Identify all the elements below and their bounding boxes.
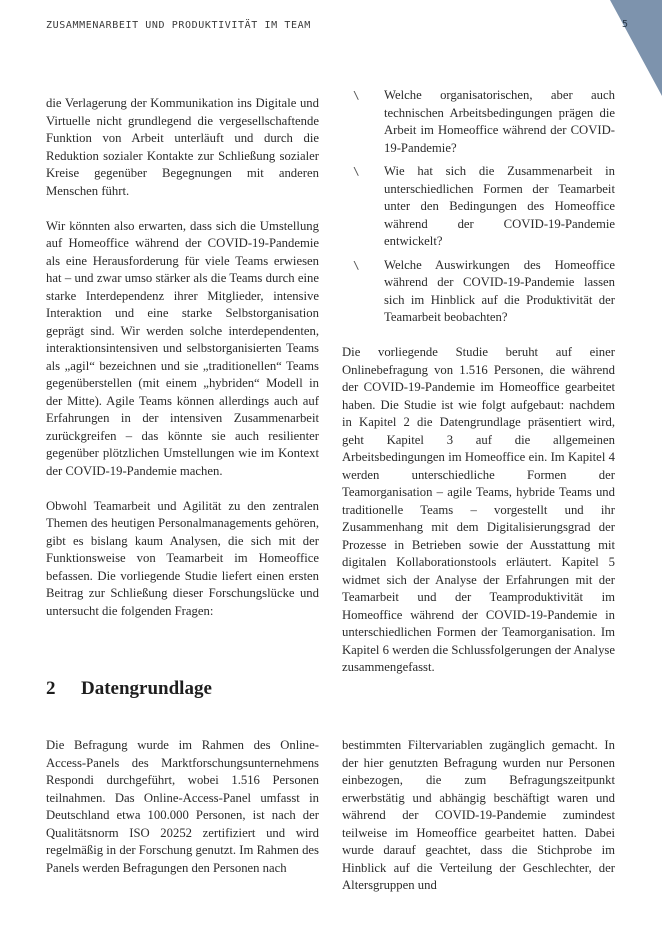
paragraph: Obwohl Teamarbeit und Agilität zu den zentralen Themen des heutigen Personalmanagements gehören, gibt es bislang kaum Analysen, die sich mit der Funktionsweise von Teamarbeit im Homeoffice befassen. Die vorliegende Studie liefert einen ersten Beitrag zur Schließung dieser Forschungslücke und untersucht die folgenden Fragen:: [46, 498, 319, 618]
list-item: [342, 163, 615, 251]
paragraph: die Verlagerung der Kommunikation ins Digitale und Virtuelle nicht grundlegend die vergesellschaftende Funktion von Arbeit unterläuft und durch die Reduktion sozialer Kontakte zur Schließung sozialer Kreise gegenüber Begegnungen mit anderen Menschen führt.: [46, 96, 319, 198]
left-column-bottom: [46, 737, 319, 877]
corner-tab-decoration: [610, 0, 662, 96]
backslash-bullet-icon: \: [353, 165, 360, 178]
list-item: [342, 257, 615, 327]
paragraph: bestimmten Filtervariablen zugänglich gemacht. In der hier genutzten Befragung wurden nur Personen einbezogen, die zum Befragungszeitpunkt erwerbstätig und abhängig beschäftigt waren und während der COVID-19-Pandemie zumindest teilweise im Homeoffice gearbeitet hatten. Dabei wurde darauf geachtet, dass die Stichprobe im Hinblick auf die Verteilung der Geschlechter, der Altersgruppen und: [342, 738, 615, 892]
question-text: Wie hat sich die Zusammenarbeit in unterschiedlichen Formen der Teamarbeit unter den Bedingungen des Homeoffice während der COVID-19-Pandemie entwickelt?: [384, 164, 615, 248]
right-column-top: [342, 87, 615, 677]
section-heading: [46, 678, 212, 700]
section-number: 2: [46, 678, 56, 699]
page-number: 5: [622, 19, 629, 30]
list-item: [342, 87, 615, 157]
paragraph: Die Befragung wurde im Rahmen des Online-Access-Panels des Marktforschungsunternehmens Respondi durchgeführt, wobei 1.516 Personen teilnahmen. Das Online-Access-Panel umfasst in Deutschland etwa 100.000 Personen, ist nach der Qualitätsnorm ISO 20252 zertifiziert und wird regelmäßig in der Forschung genutzt. Im Rahmen des Panels werden Befragungen den Personen nach: [46, 738, 319, 875]
right-column-bottom: [342, 737, 615, 895]
backslash-bullet-icon: \: [353, 89, 360, 102]
left-column-top: [46, 95, 319, 620]
question-text: Welche organisatorischen, aber auch technischen Arbeitsbedingungen prägen die Arbeit im Homeoffice während der COVID-19-Pandemie?: [384, 88, 615, 155]
running-header: ZUSAMMENARBEIT UND PRODUKTIVITÄT IM TEAM: [46, 20, 311, 31]
paragraph: Wir könnten also erwarten, dass sich die Umstellung auf Homeoffice während der COVID-19-Pandemie als eine Herausforderung für viele Teams erwiesen hat – und zwar umso stärker als die Teams durch eine starke Interdependenz ihrer Mitglieder, intensive Interaktion und eine starke Selbstorganisation geprägt sind. Wir werden solche interdependenten, interaktionsintensiven und selbstorganisierten Teams als „agil“ bezeichnen und sie „traditionellen“ Teams gegenüberstellen (mit einem „hybriden“ Modell in der Mitte). Agile Teams können allerdings auch auf Erfahrungen in der intensiven Zusammenarbeit zurückgreifen – das könnte sie auch resilienter gegenüber plötzlichen Umstellungen wie im Kontext der COVID-19-Pandemie machen.: [46, 218, 319, 478]
research-questions-list: [342, 87, 615, 327]
question-text: Welche Auswirkungen des Homeoffice während der COVID-19-Pandemie lassen sich im Hinblick auf die Produktivität der Teamarbeit beobachten?: [384, 257, 615, 324]
paragraph: Die vorliegende Studie beruht auf einer Onlinebefragung von 1.516 Personen, die während der COVID-19-Pandemie im Homeoffice gearbeitet haben. Die Studie ist wie folgt aufgebaut: nachdem in Kapitel 2 die Datengrundlage präsentiert wird, geht Kapitel 3 auf die allgemeinen Arbeitsbedingungen im Homeoffice ein. Im Kapitel 4 werden unterschiedliche Formen der Teamorganisation – agile Teams, hybride Teams und traditionelle Teams – vorgestellt und ihr Zusammenhang mit dem Digitalisierungsgrad der Prozesse in Betrieben sowie der Ausstattung mit digitalen Kollaborationstools erläutert. Kapitel 5 widmet sich der Analyse der Erfahrungen mit der Teamarbeit und der Teamproduktivität im Homeoffice während der COVID-19-Pandemie in unterschiedlichen Formen der Teamorganisation. Im Kapitel 6 werden die Schlussfolgerungen der Analyse zusammengefasst.: [342, 345, 615, 674]
backslash-bullet-icon: \: [353, 258, 360, 272]
section-title: Datengrundlage: [81, 678, 212, 699]
